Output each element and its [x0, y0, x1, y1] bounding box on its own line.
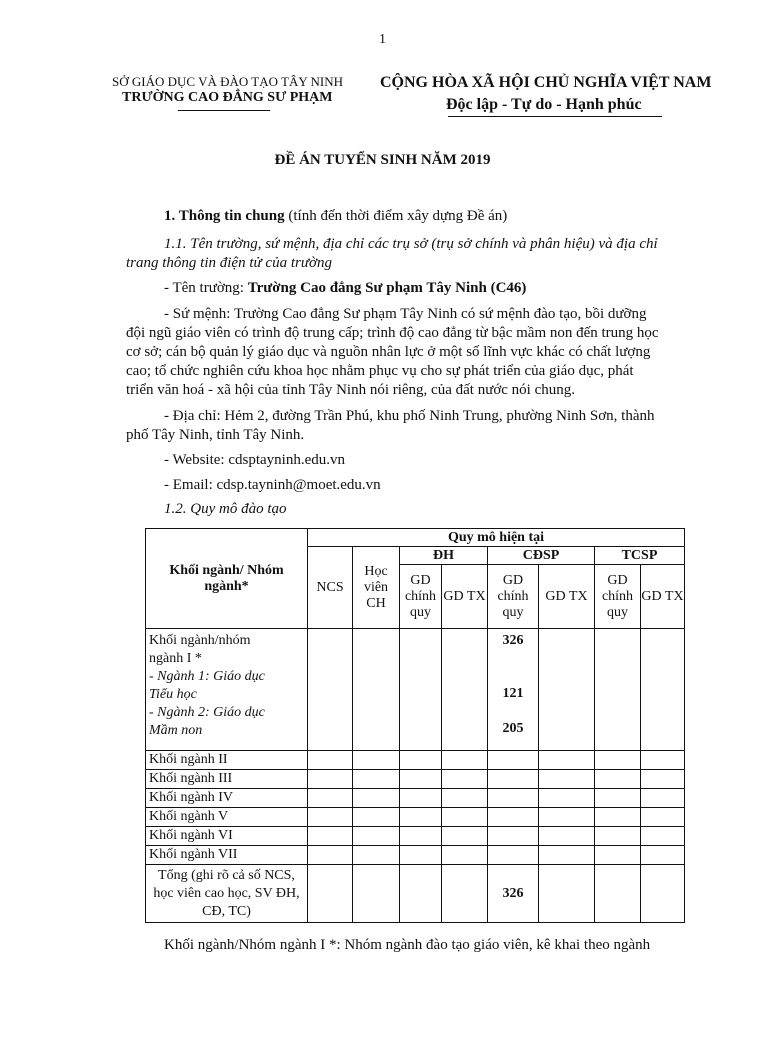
- header-gd-tx: GD TX: [641, 565, 685, 629]
- sub2-heading: 1.2. Quy mô đào tạo: [164, 501, 287, 517]
- mission-line: triển văn hoá - xã hội của tỉnh Tây Ninh nói riêng, của đất nước nói chung.: [126, 382, 575, 398]
- header-gd-chinh-quy: GD chính quy: [400, 565, 442, 629]
- header-gd-chinh-quy: GD chính quy: [595, 565, 641, 629]
- sub1-line1: 1.1. Tên trường, sứ mệnh, địa chỉ các trụ sở (trụ sở chính và phân hiệu) và địa chỉ: [164, 236, 658, 252]
- row-label: Khối ngành VI: [146, 827, 308, 846]
- major1-value: 121: [502, 686, 524, 701]
- header-dh: ĐH: [400, 547, 488, 565]
- major2-line2: Mầm non: [149, 723, 203, 738]
- mission-line: cơ sở; cán bộ quản lý giáo dục và nguồn nhân lực ở một số lĩnh vực khác có chất lượng: [126, 344, 651, 360]
- school-name-line: [164, 279, 526, 298]
- row-label: Khối ngành V: [146, 808, 308, 827]
- mission-line: đội ngũ giáo viên có trình độ trung cấp; trình độ cao đẳng từ bậc mầm non đến trung học: [126, 325, 659, 341]
- header-gd-tx: GD TX: [539, 565, 595, 629]
- header-quy-mo: Quy mô hiện tại: [308, 529, 685, 547]
- page-number: 1: [379, 32, 386, 47]
- row-label: Khối ngành VII: [146, 846, 308, 865]
- email-line: - Email: cdsp.tayninh@moet.edu.vn: [164, 477, 381, 493]
- row-label: Khối ngành IV: [146, 789, 308, 808]
- section1-heading-text: 1. Thông tin chung: [164, 208, 285, 224]
- motto-underline: [448, 116, 662, 117]
- header-gd-chinh-quy: GD chính quy: [488, 565, 539, 629]
- department-name: SỞ GIÁO DỤC VÀ ĐÀO TẠO TÂY NINH: [112, 74, 343, 89]
- header-khoi-nganh: Khối ngành/ Nhóm ngành*: [146, 529, 308, 629]
- major2-value: 205: [502, 721, 524, 736]
- website-line: - Website: cdsptayninh.edu.vn: [164, 452, 345, 468]
- name-label: - Tên trường:: [164, 280, 248, 296]
- major1-line2: Tiểu học: [149, 687, 197, 702]
- major1-line1: - Ngành 1: Giáo dục: [149, 669, 265, 684]
- header-gd-tx: GD TX: [442, 565, 488, 629]
- header-tcsp: TCSP: [595, 547, 685, 565]
- header-hoc-vien: Học viên CH: [353, 547, 400, 629]
- address-line: phố Tây Ninh, tỉnh Tây Ninh.: [126, 427, 305, 443]
- sub1-line2: trang thông tin điện tử của trường: [126, 255, 333, 271]
- mission-line: - Sứ mệnh: Trường Cao đẳng Sư phạm Tây Ninh có sứ mệnh đào tạo, bồi dưỡng: [164, 306, 647, 322]
- document-title: ĐỀ ÁN TUYỂN SINH NĂM 2019: [274, 152, 491, 168]
- section1-heading: [164, 207, 507, 226]
- group1-line2: ngành I *: [149, 651, 202, 666]
- header-cdsp: CĐSP: [488, 547, 595, 565]
- school-underline: [178, 110, 270, 111]
- row-label: Khối ngành III: [146, 770, 308, 789]
- group1-total-value: 326: [502, 633, 524, 648]
- group1-cell: [146, 629, 308, 751]
- header-ncs: NCS: [308, 547, 353, 629]
- name-value: Trường Cao đẳng Sư phạm Tây Ninh (C46): [247, 280, 527, 296]
- mission-line: cao; tổ chức nghiên cứu khoa học nhằm phục vụ cho sự phát triển của giáo dục, phát: [126, 363, 634, 379]
- major2-line1: - Ngành 2: Giáo dục: [149, 705, 265, 720]
- row-label: Khối ngành II: [146, 751, 308, 770]
- total-row-label: Tổng (ghi rõ cả số NCS, học viên cao học, SV ĐH, CĐ, TC): [146, 865, 308, 923]
- group1-cdsp-cell: [488, 629, 539, 751]
- training-scale-table: [145, 528, 685, 923]
- nation-title: CỘNG HÒA XÃ HỘI CHỦ NGHĨA VIỆT NAM: [380, 74, 712, 91]
- footnote: Khối ngành/Nhóm ngành I *: Nhóm ngành đào tạo giáo viên, kê khai theo ngành: [164, 937, 651, 953]
- section1-heading-note: (tính đến thời điểm xây dựng Đề án): [284, 208, 508, 224]
- nation-motto: Độc lập - Tự do - Hạnh phúc: [446, 96, 642, 113]
- school-name: TRƯỜNG CAO ĐẲNG SƯ PHẠM: [122, 90, 333, 105]
- total-cdsp-value: 326: [488, 865, 539, 923]
- address-line: - Địa chỉ: Hẻm 2, đường Trần Phú, khu phố Ninh Trung, phường Ninh Sơn, thành: [164, 408, 655, 424]
- group1-line1: Khối ngành/nhóm: [149, 633, 251, 648]
